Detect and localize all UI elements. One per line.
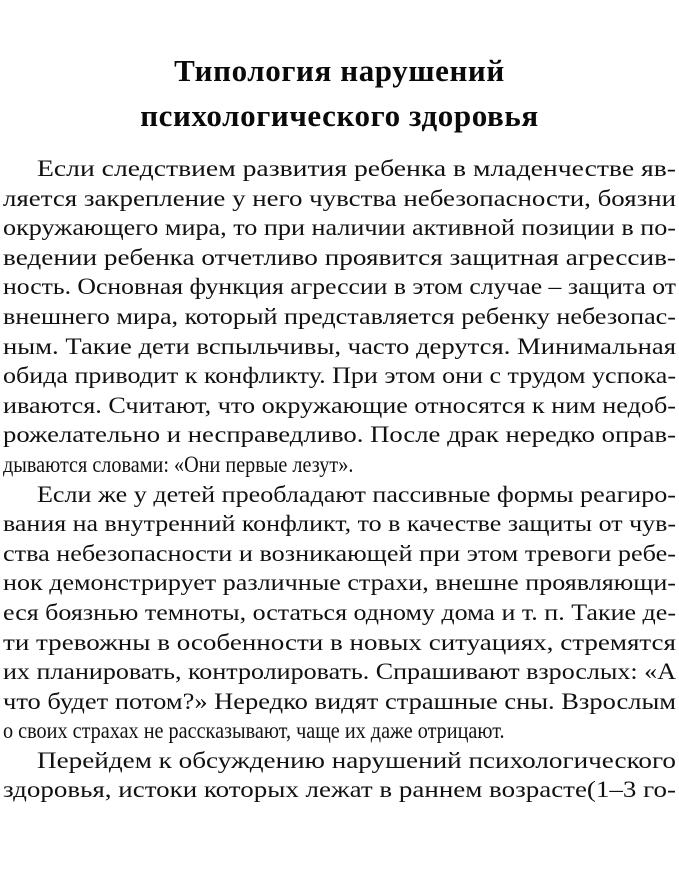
text-line: нок демонстрирует различные страхи, внешне проявляющи-: [3, 570, 676, 597]
title-line: психологического здоровья: [140, 98, 539, 133]
text-line: ведении ребенка отчетливо проявится защитная агрессив-: [3, 244, 676, 271]
text-line: ным. Такие дети вспыльчивы, часто дерутся. Минимальная: [3, 333, 676, 360]
text-line: внешнего мира, который представляется ребенку небезопас-: [3, 303, 676, 330]
body-text: [3, 155, 676, 806]
text-line: ти тревожны в особенности в новых ситуациях, стремятся: [3, 629, 676, 656]
page-title: [0, 48, 679, 138]
text-line: что будет потом?» Нередко видят страшные сны. Взрослым: [3, 688, 676, 715]
text-line: иваются. Считают, что окружающие относятся к ним недоб-: [3, 392, 676, 419]
text-line: ляется закрепление у него чувства небезопасности, боязни: [3, 185, 676, 212]
text-line: вания на внутренний конфликт, то в качестве защиты от чув-: [3, 511, 676, 538]
text-line: их планировать, контролировать. Спрашивают взрослых: «А: [3, 659, 676, 686]
text-line: здоровья, истоки которых лежат в раннем возрасте(1–3 го-: [3, 777, 676, 804]
text-line: еся боязнью темноты, остаться одному дома и т. п. Такие де-: [3, 599, 676, 626]
text-line: рожелательно и несправедливо. После драк нередко оправ-: [3, 422, 676, 449]
text-line: окружающего мира, то при наличии активной позиции в по-: [3, 215, 676, 242]
text-line: обида приводит к конфликту. При этом они с трудом успока-: [3, 363, 676, 390]
text-line: о своих страхах не рассказывают, чаще их даже отрицают.: [3, 718, 505, 745]
paragraph-2: [3, 481, 676, 747]
text-line: дываются словами: «Они первые лезут».: [3, 451, 354, 478]
text-line: Если следствием развития ребенка в младенчестве яв-: [37, 156, 676, 182]
title-line: Типология нарушений: [174, 53, 505, 88]
text-line: Если же у детей преобладают пассивные формы реагиро-: [37, 481, 677, 508]
text-line: Перейдем к обсуждению нарушений психологического: [37, 747, 676, 774]
text-line: ства небезопасности и возникающей при этом тревоги ребе-: [3, 540, 676, 567]
text-line: ность. Основная функция агрессии в этом случае – защита от: [3, 274, 676, 301]
paragraph-1: [3, 155, 676, 481]
paragraph-3: [3, 747, 676, 806]
